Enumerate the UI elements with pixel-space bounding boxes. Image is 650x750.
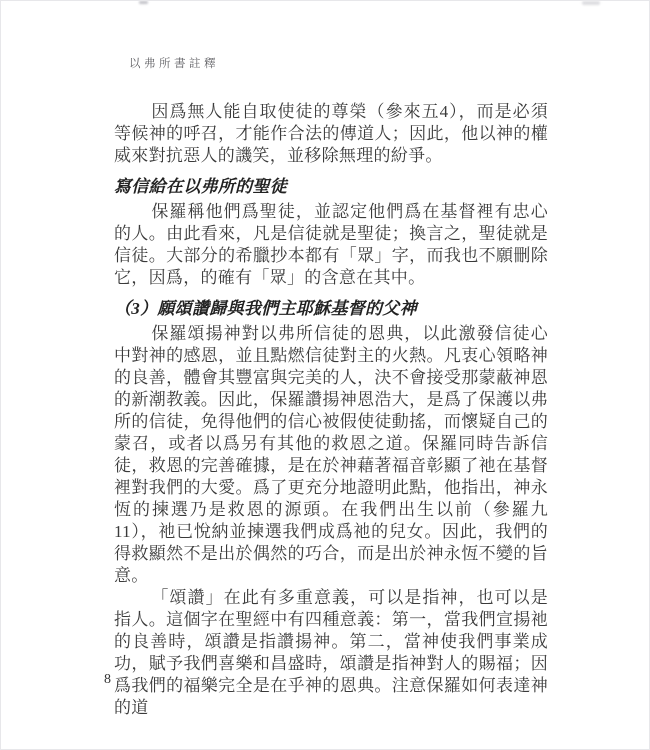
scan-artifact (139, 1, 148, 4)
scan-artifact (582, 1, 600, 5)
running-head: 以弗所書註釋 (129, 58, 219, 70)
section-heading: （3）願頌讚歸與我們主耶穌基督的父神 (114, 299, 417, 318)
paragraph: 保羅頌揚神對以弗所信徒的恩典，以此激發信徒心中對神的感恩，並且點燃信徒對主的火熱。凡衷心領略神的良善，體會其豐富與完美的人，決不會接受那蒙蔽神恩的新潮教義。因此，保羅讚揚神恩浩大，是爲了保護以弗所的信徒，免得他們的信心被假使徒動搖，而懷疑自己的蒙召，或者以爲另有其他的救恩之道。保羅同時告訴信徒，救恩的完善確據，是在於神藉著福音彰顯了祂在基督裡對我們的大愛。爲了更充分地證明此點，他指出，神永恆的揀選乃是救恩的源頭。在我們出生以前（參羅九11），祂已悅納並揀選我們成爲祂的兒女。因此，我們的得救顯然不是出於偶然的巧合，而是出於神永恆不變的旨意。 (114, 324, 548, 585)
paragraph: 因爲無人能自取使徒的尊榮（參來五4），而是必須等候神的呼召，才能作合法的傳道人；因此，他以神的權威來對抗惡人的譏笑，並移除無理的紛爭。 (114, 102, 548, 165)
paragraph: 「頌讚」在此有多重意義，可以是指神，也可以是指人。這個字在聖經中有四種意義：第一，當我們宣揚祂的良善時，頌讚是指讚揚神。第二，當神使我們事業成功，賦予我們喜樂和昌盛時，頌讚是指神對人的賜福；因爲我們的福樂完全是在乎神的恩典。注意保羅如何表達神的道 (114, 588, 548, 717)
page-content (114, 101, 548, 719)
paragraph: 保羅稱他們爲聖徒，並認定他們爲在基督裡有忠心的人。由此看來，凡是信徒就是聖徒；換言之，聖徒就是信徒。大部分的希臘抄本都有「眾」字，而我也不願刪除它，因爲，的確有「眾」的含意在其中。 (114, 202, 548, 287)
section-heading: 寫信給在以弗所的聖徒 (114, 177, 287, 196)
page-number: 8 (104, 672, 111, 687)
